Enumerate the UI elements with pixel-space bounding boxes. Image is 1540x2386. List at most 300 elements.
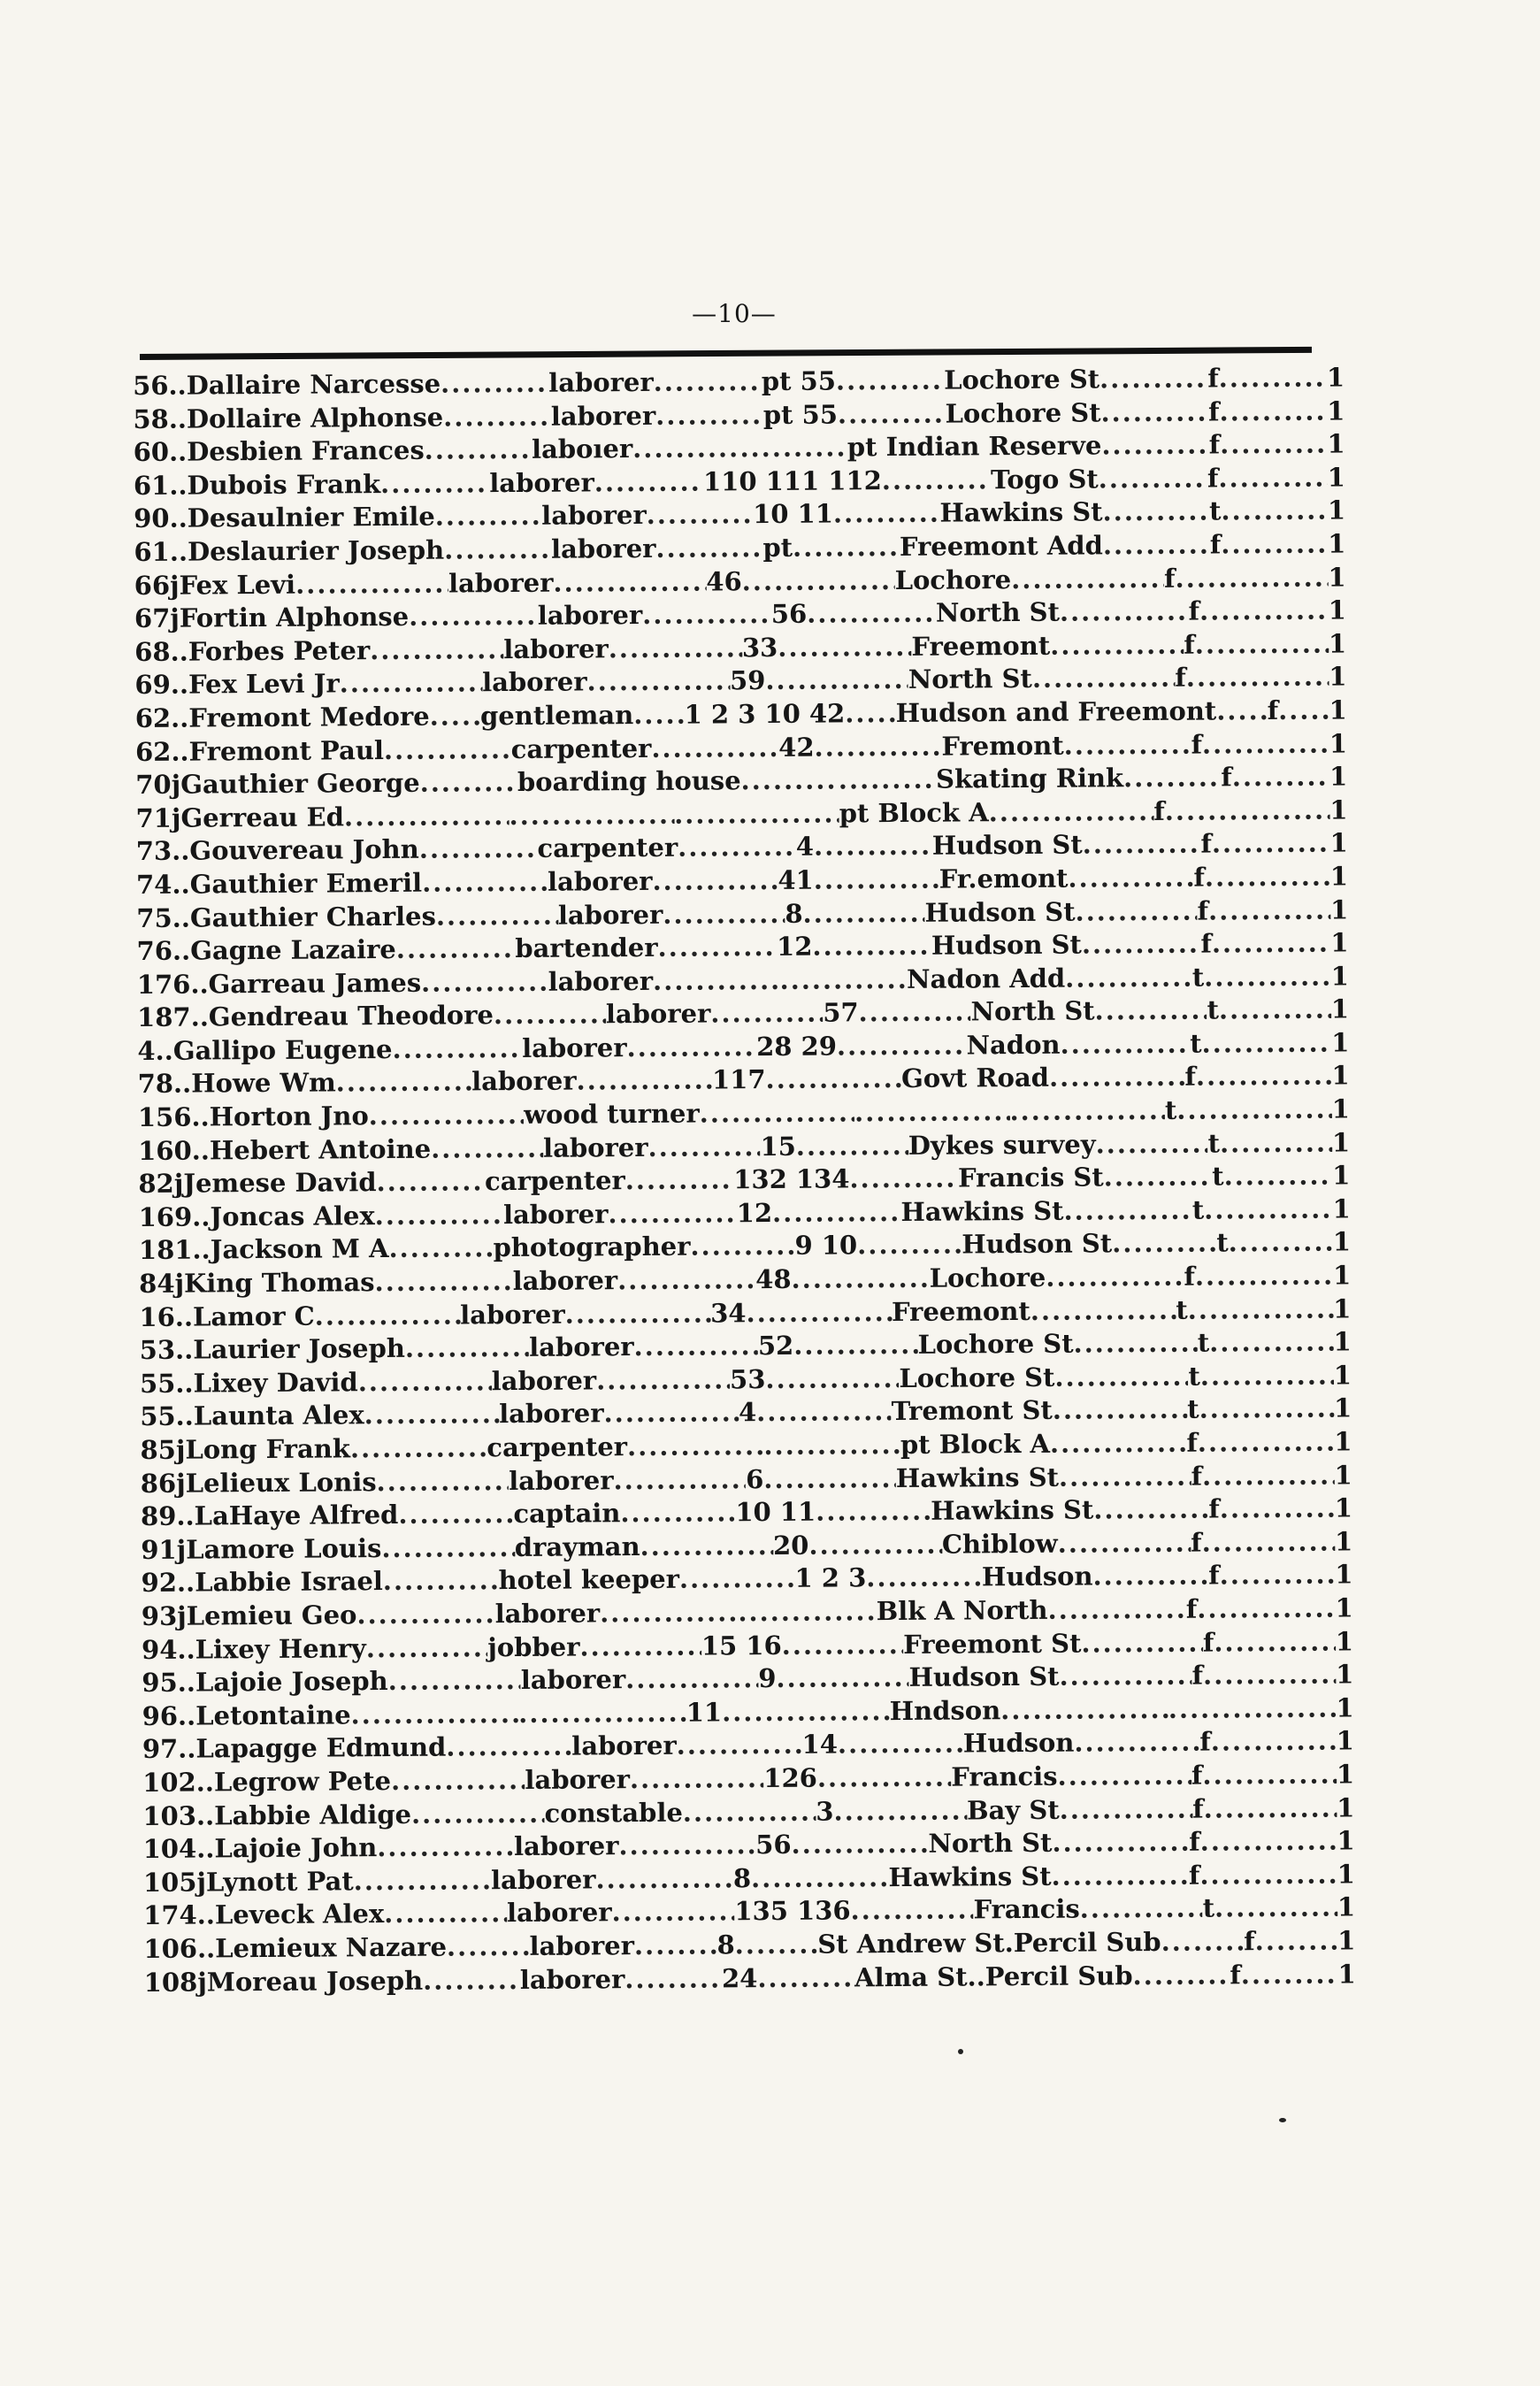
leader-dots: [1168, 1692, 1337, 1726]
entry-street: Tremont St: [891, 1395, 1053, 1427]
entry-occupation: laborer: [513, 1830, 619, 1862]
entry-tenure: f: [1221, 762, 1232, 793]
leader-dots: [866, 1561, 982, 1596]
leader-dots: [679, 1562, 795, 1597]
leader-dots: [814, 830, 932, 864]
leader-dots: [1220, 1126, 1332, 1160]
entry-name: Jemese David: [183, 1167, 377, 1199]
entry-occupation: laborer: [506, 1897, 612, 1929]
entry-number: 58: [133, 403, 169, 434]
entry-occupation: jobber: [487, 1631, 580, 1662]
entry-number: 61: [134, 536, 170, 567]
entry-name: Deslaurier Joseph: [187, 534, 445, 567]
entry-votes: 1: [1336, 1759, 1355, 1790]
leader-dots: [611, 1896, 734, 1930]
leader-dots: [1211, 1725, 1337, 1760]
leader-dots: [1161, 1925, 1245, 1959]
entry-occupation: drayman: [514, 1531, 640, 1562]
entry-name: Dollaire Alphonse: [186, 402, 444, 434]
entry-lots: 15: [760, 1131, 796, 1162]
entry-separator: [175, 1400, 193, 1434]
entry-street: Francis: [973, 1893, 1080, 1925]
entry-number: 96: [142, 1700, 179, 1731]
entry-lots: 52: [757, 1331, 794, 1362]
entry-occupation: laborer: [502, 1199, 609, 1230]
entry-street: Chiblow: [941, 1528, 1058, 1560]
entry-separator: [168, 370, 186, 403]
leader-dots: [388, 1232, 493, 1266]
leader-dots: [384, 1897, 507, 1931]
leader-dots: [627, 1430, 764, 1464]
entry-tenure: t: [1208, 495, 1222, 526]
entry-number: 62: [134, 702, 172, 733]
leader-dots: [1093, 1493, 1208, 1528]
leader-dots: [778, 631, 911, 665]
entry-tenure: f: [1188, 595, 1200, 626]
leader-dots: [1057, 1760, 1191, 1794]
entry-street: pt Block A: [839, 796, 989, 829]
entry-separator: [176, 1434, 186, 1468]
leader-dots: [1064, 728, 1191, 763]
entry-votes: 1: [1329, 761, 1348, 792]
leader-dots: [1200, 1359, 1334, 1393]
entry-tenure: t: [1164, 1094, 1177, 1125]
leader-dots: [683, 1795, 816, 1830]
leader-dots: [425, 433, 532, 467]
leader-dots: [1219, 362, 1327, 395]
entry-votes: 1: [1329, 727, 1348, 759]
leader-dots: [647, 498, 754, 532]
leader-dots: [1220, 1492, 1335, 1527]
leader-dots: [1214, 1625, 1336, 1660]
entry-lots: 3: [816, 1796, 834, 1827]
leader-dots: [1092, 1560, 1208, 1594]
leader-dots: [791, 1262, 929, 1297]
leader-dots: [553, 565, 706, 600]
entry-occupation: laborer: [550, 533, 656, 564]
entry-number: 61: [133, 470, 170, 501]
entry-occupation: hotel keeper: [498, 1564, 680, 1596]
leader-dots: [1208, 894, 1330, 928]
entry-street: St Andrew St.Percil Sub: [817, 1926, 1161, 1960]
entry-separator: [175, 1334, 193, 1368]
leader-dots: [776, 1661, 908, 1696]
leader-dots: [757, 1961, 854, 1995]
leader-dots: [1050, 1427, 1187, 1462]
leader-dots: [765, 664, 908, 698]
entry-lots: 15 16: [701, 1630, 782, 1661]
leader-dots: [739, 432, 847, 465]
leader-dots: [350, 1698, 518, 1732]
leader-dots: [838, 1728, 963, 1762]
entry-occupation: laborer: [522, 1032, 627, 1063]
entry-street: Hawkins St: [888, 1860, 1052, 1892]
entry-votes: 1: [1335, 1559, 1353, 1590]
entry-street: Alma St..Percil Sub: [854, 1960, 1133, 1992]
leader-dots: [1202, 1525, 1336, 1560]
leader-dots: [791, 1828, 928, 1862]
entry-separator: [197, 1899, 215, 1933]
leader-dots: [756, 1395, 892, 1430]
entry-name: Gagne Lazaire: [190, 934, 396, 966]
leader-dots: [735, 1929, 818, 1962]
entry-number: 176: [136, 969, 191, 1000]
leader-dots: [576, 1064, 712, 1099]
leader-dots: [1204, 1193, 1333, 1227]
leader-dots: [1099, 363, 1207, 396]
leader-dots: [633, 699, 685, 733]
leader-dots: [618, 1829, 755, 1863]
leader-dots: [1096, 1127, 1208, 1161]
leader-dots: [663, 897, 785, 932]
leader-dots: [609, 632, 742, 666]
entry-tenure: t: [1207, 1128, 1221, 1159]
entry-occupation: laborer: [548, 366, 654, 398]
leader-dots: [763, 1429, 900, 1463]
entry-separator: [175, 1367, 193, 1400]
leader-dots: [1224, 1160, 1333, 1193]
entry-number: 91: [141, 1534, 177, 1565]
entry-occupation: carpenter: [487, 1431, 628, 1463]
ink-speck: [1279, 2118, 1286, 2122]
leader-dots: [772, 1196, 901, 1231]
entry-lots: 14: [801, 1729, 839, 1761]
entry-tenure: f: [1191, 1527, 1202, 1558]
leader-dots: [1241, 1958, 1338, 1991]
entry-occupation: laborer: [503, 633, 609, 664]
entry-occupation: laborer: [520, 1664, 626, 1696]
leader-dots: [700, 1096, 855, 1131]
entry-tenure: f: [1191, 1760, 1203, 1791]
entry-lots: 57: [823, 997, 859, 1028]
entry-votes: 1: [1331, 1027, 1350, 1058]
entry-separator: [196, 1866, 206, 1899]
entry-name: Lixey David: [193, 1367, 358, 1399]
leader-dots: [632, 432, 740, 465]
entry-tenure: f: [1191, 1461, 1203, 1492]
leader-dots: [594, 465, 704, 499]
entry-votes: 1: [1328, 561, 1346, 593]
entry-separator: [192, 1234, 210, 1268]
leader-dots: [443, 400, 551, 433]
entry-name: Lajoie John: [214, 1832, 378, 1864]
entry-tenure: t: [1187, 1394, 1199, 1425]
leader-dots: [751, 1861, 889, 1896]
entry-lots: pt 55: [762, 399, 839, 430]
entry-lots: 56: [755, 1829, 792, 1860]
leader-dots: [642, 598, 771, 633]
entry-tenure: t: [1197, 1327, 1210, 1358]
entry-lots: 20: [772, 1530, 809, 1561]
leader-dots: [388, 1664, 521, 1699]
entry-separator: [196, 1833, 214, 1867]
entry-lots: 10 11: [735, 1496, 816, 1528]
entry-street: Hawkins St: [900, 1195, 1064, 1227]
entry-street: Govt Road: [900, 1063, 1050, 1094]
leader-dots: [315, 1299, 461, 1333]
entry-tenure: t: [1207, 994, 1220, 1025]
leader-dots: [1011, 562, 1164, 596]
entry-tenure: f: [1191, 1660, 1204, 1691]
entry-number: 106: [143, 1933, 198, 1964]
leader-dots: [1103, 528, 1210, 562]
entry-separator: [196, 1799, 214, 1833]
entry-votes: 1: [1327, 428, 1345, 459]
entry-name: Gouvereau John: [189, 834, 419, 866]
leader-dots: [1195, 627, 1329, 662]
entry-occupation: bartender: [515, 932, 658, 964]
leader-dots: [340, 667, 483, 702]
entry-votes: 1: [1328, 595, 1347, 625]
leader-dots: [625, 1662, 758, 1697]
entry-number: 97: [142, 1734, 179, 1765]
leader-dots: [837, 1029, 967, 1063]
entry-street: North St: [928, 1827, 1053, 1859]
entry-tenure: f: [1208, 1493, 1220, 1524]
entry-votes: 1: [1327, 462, 1345, 493]
entry-occupation: laborer: [529, 1331, 634, 1363]
leader-dots: [1047, 1593, 1186, 1628]
entry-tenure: f: [1244, 1926, 1255, 1957]
header-rule: [140, 347, 1312, 360]
entry-street: Lochore: [894, 564, 1012, 595]
entry-tenure: f: [1209, 529, 1222, 560]
leader-dots: [765, 1063, 901, 1097]
leader-dots: [1073, 1327, 1198, 1362]
entry-street: Hudson: [981, 1561, 1093, 1592]
entry-occupation: laborer: [542, 1132, 648, 1163]
entry-tenure: f: [1200, 928, 1212, 959]
leader-dots: [431, 1132, 543, 1165]
entry-name: Fremont Medore: [188, 701, 430, 733]
entry-tenure: f: [1200, 828, 1212, 859]
entry-votes: 1: [1329, 861, 1349, 892]
entry-votes: 1: [1332, 1260, 1352, 1291]
leader-dots: [1081, 1626, 1203, 1661]
leader-dots: [1102, 495, 1209, 529]
leader-dots: [1203, 1659, 1336, 1693]
entry-occupation: captain: [513, 1498, 621, 1530]
entry-separator: [173, 1068, 191, 1101]
leader-dots: [1202, 727, 1329, 762]
entry-separator: [177, 1600, 187, 1634]
leader-dots: [1100, 395, 1208, 429]
entry-name: Long Frank: [185, 1433, 351, 1465]
leader-dots: [779, 963, 907, 998]
entry-number: 174: [143, 1899, 197, 1931]
entry-name: Fortin Alphonse: [179, 601, 410, 633]
leader-dots: [1219, 994, 1331, 1027]
entry-name: Joncas Alex: [210, 1200, 375, 1232]
entry-lots: 24: [721, 1962, 758, 1993]
entry-separator: [174, 1168, 184, 1201]
entry-name: Desbien Frances: [187, 434, 425, 467]
entry-street: Hudson and Freemont: [895, 695, 1217, 728]
entry-number: 93: [141, 1600, 178, 1631]
entry-tenure: f: [1186, 1427, 1198, 1458]
leader-dots: [710, 997, 823, 1031]
entry-occupation: laborer: [482, 666, 587, 698]
entry-votes: 1: [1329, 694, 1347, 725]
entry-votes: 1: [1330, 927, 1349, 958]
entry-occupation: laborer: [509, 1464, 614, 1496]
entry-number: 78: [137, 1069, 174, 1100]
entry-street: Hawkins St: [939, 496, 1103, 529]
leader-dots: [1083, 828, 1201, 863]
leader-dots: [833, 1794, 967, 1829]
entry-street: North St: [935, 596, 1061, 628]
leader-dots: [1214, 1891, 1337, 1926]
entry-tenure: t: [1176, 1294, 1188, 1325]
entry-votes: 1: [1337, 1791, 1355, 1823]
entry-number: 73: [135, 836, 172, 867]
entry-occupation: laborer: [491, 1365, 597, 1397]
leader-dots: [1221, 528, 1328, 562]
entry-tenure: f: [1163, 563, 1176, 594]
entry-street: Freemont: [891, 1295, 1030, 1327]
leader-dots: [391, 1764, 525, 1799]
entry-number: 160: [138, 1135, 192, 1166]
entry-occupation: laborer: [550, 400, 656, 432]
leader-dots: [1188, 1293, 1334, 1327]
leader-dots: [366, 1631, 488, 1666]
leader-dots: [1049, 1061, 1185, 1095]
leader-dots: [655, 399, 763, 433]
leader-dots: [1204, 1791, 1337, 1826]
entry-street: Hudson St: [931, 829, 1083, 862]
entry-occupation: laborer: [490, 1864, 596, 1895]
entry-occupation: laborer: [571, 1730, 677, 1761]
entry-street: Dykes survey: [908, 1129, 1096, 1161]
entry-name: Lajoie Joseph: [195, 1666, 388, 1698]
leader-dots: [989, 795, 1154, 830]
entry-votes: 1: [1334, 1526, 1353, 1557]
entry-tenure: f: [1184, 1261, 1196, 1292]
entry-tenure: t: [1202, 1892, 1215, 1923]
entry-tenure: t: [1190, 1028, 1202, 1059]
leader-dots: [620, 1496, 735, 1531]
leader-dots: [411, 1797, 545, 1831]
entry-name: Howe Wm: [191, 1067, 336, 1100]
leader-dots: [857, 1229, 962, 1262]
entry-name: Fex Levi Jr: [188, 668, 340, 700]
entry-lots: 9: [758, 1663, 777, 1694]
entry-votes: 1: [1333, 1360, 1352, 1391]
entry-separator: [176, 1467, 186, 1500]
leader-dots: [600, 1596, 739, 1630]
entry-lots: 34: [710, 1297, 747, 1329]
entry-name: King Thomas: [183, 1267, 375, 1299]
leader-dots: [858, 996, 970, 1030]
leader-dots: [1032, 662, 1176, 696]
entry-votes: 1: [1328, 628, 1347, 659]
leader-dots: [1000, 1693, 1168, 1728]
entry-separator: [169, 436, 187, 470]
leader-dots: [854, 1095, 1010, 1130]
leader-dots: [625, 1164, 734, 1198]
entry-name: Gauthier Charles: [189, 901, 436, 933]
entry-name: Leveck Alex: [214, 1899, 385, 1930]
entry-name: Laurier Joseph: [193, 1333, 406, 1365]
leader-dots: [838, 397, 946, 431]
leader-dots: [833, 497, 940, 531]
entry-occupation: laborer: [519, 1963, 625, 1995]
leader-dots: [377, 1830, 514, 1865]
entry-number: 70: [135, 769, 172, 801]
leader-dots: [633, 1330, 758, 1364]
entry-name: Dubois Frank: [187, 468, 381, 501]
entry-street: Hawkins St: [895, 1462, 1060, 1493]
entry-street: Lochore: [929, 1262, 1046, 1293]
entry-tenure: f: [1185, 1593, 1198, 1624]
entry-votes: 1: [1336, 1725, 1354, 1756]
entry-name: LaHaye Alfred: [194, 1500, 399, 1531]
entry-name: Gauthier Emeril: [189, 867, 423, 900]
entry-name: Labbie Aldige: [214, 1799, 412, 1830]
entry-lots: 8: [716, 1930, 735, 1960]
leader-dots: [1065, 961, 1192, 995]
leader-dots: [608, 1197, 737, 1231]
entry-tenure: f: [1267, 694, 1279, 725]
entry-street: Lochore St: [945, 396, 1101, 429]
leader-dots: [765, 1362, 899, 1397]
leader-dots: [814, 730, 941, 764]
entry-street: Hudson St: [962, 1228, 1113, 1260]
entry-street: Hawkins St: [931, 1494, 1094, 1526]
leader-dots: [376, 1165, 485, 1199]
leader-dots: [624, 1962, 722, 1996]
leader-dots: [565, 1297, 711, 1331]
leader-dots: [344, 800, 510, 834]
leader-dots: [420, 766, 517, 800]
leader-dots: [1220, 1559, 1336, 1593]
leader-dots: [441, 367, 548, 401]
leader-dots: [1074, 1726, 1199, 1761]
leader-dots: [782, 1629, 904, 1663]
leader-dots: [817, 1761, 952, 1796]
leader-dots: [358, 1365, 492, 1400]
entry-occupation: laborer: [529, 1930, 635, 1961]
entry-tenure: f: [1191, 729, 1203, 760]
entry-number: 187: [136, 1001, 191, 1033]
leader-dots: [626, 1031, 756, 1065]
entry-number: 102: [142, 1767, 196, 1798]
entry-occupation: laborer: [557, 899, 663, 931]
leader-dots: [640, 1530, 773, 1564]
leader-dots: [690, 1230, 794, 1263]
entry-number: 103: [142, 1800, 197, 1831]
leader-dots: [1053, 1393, 1188, 1428]
entry-votes: 1: [1336, 1659, 1354, 1690]
entry-tenure: f: [1207, 463, 1219, 494]
entry-lots: 132 134: [733, 1163, 850, 1195]
leader-dots: [1204, 960, 1331, 994]
entry-number: 92: [141, 1568, 178, 1599]
ink-speck: [958, 2049, 963, 2054]
leader-dots: [1051, 1859, 1189, 1893]
entry-lots: pt: [762, 532, 793, 563]
leader-dots: [392, 1032, 522, 1067]
leader-dots: [1112, 1227, 1216, 1261]
entry-tenure: f: [1184, 629, 1195, 660]
leader-dots: [364, 1399, 500, 1433]
leader-dots: [882, 464, 992, 497]
leader-dots: [1060, 1792, 1193, 1827]
entry-number: 71: [135, 802, 172, 833]
leader-dots: [1219, 395, 1327, 428]
entry-name: Lapagge Edmund: [195, 1731, 447, 1764]
entry-number: 16: [139, 1301, 175, 1332]
